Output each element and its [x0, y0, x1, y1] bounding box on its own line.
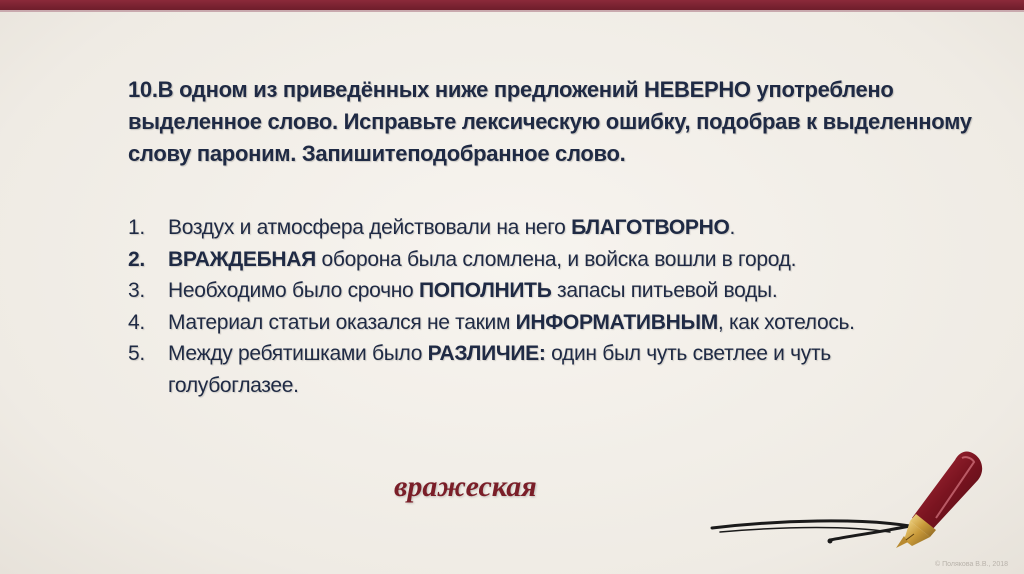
option-text-after: . [729, 216, 736, 239]
option-highlighted-word: ПОПОЛНИТЬ [418, 279, 552, 302]
top-accent-line [0, 10, 1024, 12]
option-number: 4. [128, 310, 145, 334]
option-number: 1. [128, 216, 145, 239]
option-3 [128, 275, 948, 307]
option-highlighted-word: РАЗЛИЧИЕ: [427, 342, 546, 365]
option-text-before: Между ребятишками было [168, 342, 428, 365]
question-text: 10.В одном из приведённых ниже предложений НЕВЕРНО употреблено выделенное слово. Исправьте лексическую ошибку, подобрав к выделенному слову пароним. Запишитеподобранное слово. [128, 77, 972, 166]
options-list [128, 212, 948, 401]
option-number: 3. [128, 279, 145, 302]
option-text-after: оборона была сломлена, и войска вошли в город. [315, 247, 797, 271]
option-2 [128, 244, 948, 276]
option-text-before: Материал статьи оказался не таким [168, 310, 516, 334]
option-number: 5. [128, 342, 145, 365]
answer-word: вражеская [394, 470, 537, 503]
option-1 [128, 212, 948, 244]
option-highlighted-word: ИНФОРМАТИВНЫМ [515, 310, 718, 334]
option-highlighted-word: ВРАЖДЕБНАЯ [168, 247, 316, 271]
option-5 [128, 338, 948, 401]
option-text-after: , как хотелось. [717, 310, 855, 334]
option-text-after: запасы питьевой воды. [551, 279, 778, 302]
option-text-before: Воздух и атмосфера действовали на него [168, 216, 572, 239]
fountain-pen-icon [700, 440, 1000, 550]
option-text-before: Необходимо было срочно [168, 279, 419, 302]
top-accent-bar [0, 0, 1024, 10]
option-4 [128, 307, 948, 339]
option-highlighted-word: БЛАГОТВОРНО [571, 216, 730, 239]
option-number: 2. [128, 247, 145, 271]
copyright-text: © Полякова В.В., 2018 [935, 561, 1008, 568]
option-text-after: один был чуть светлее и чуть голубоглазее. [168, 342, 831, 397]
